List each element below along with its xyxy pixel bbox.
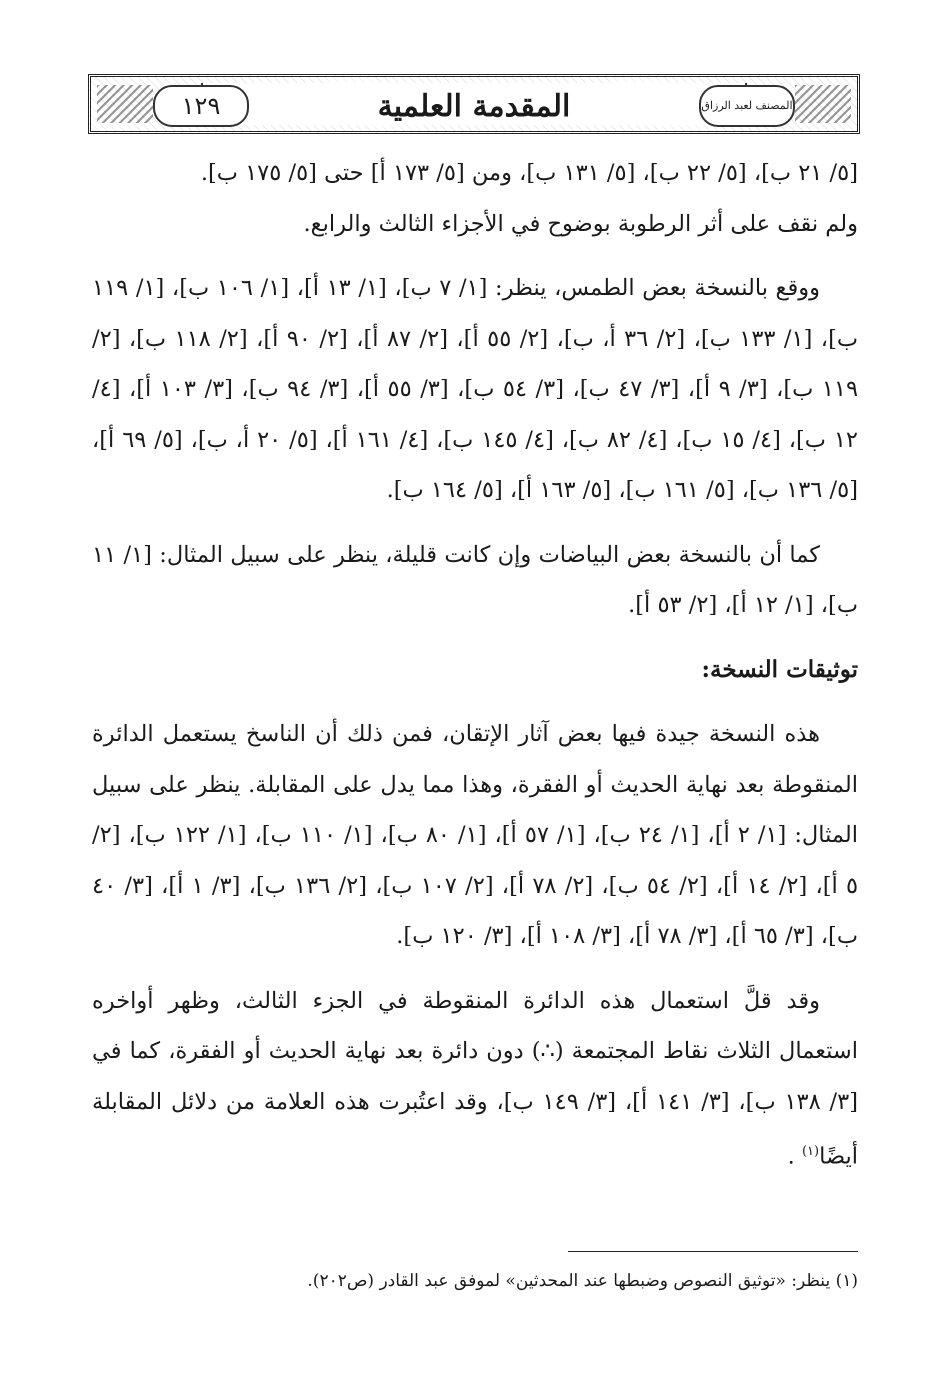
book-seal-logo <box>699 85 795 127</box>
paragraph-4: هذه النسخة جيدة فيها بعض آثار الإتقان، فمن ذلك أن الناسخ يستعمل الدائرة المنقوطة بعد نهاية الحديث أو الفقرة، وهذا مما يدل على المقابلة. ينظر على سبيل المثال: [١/ ٢ أ]، [١/ ٢٤ ب]، [١/ ٥٧ أ]، [١/ ٨٠ ب]، [١/ ١١٠ ب]، [١/ ١٢٢ ب]، [٢/ ٥ أ]، [٢/ ١٤ أ]، [٢/ ٥٤ ب]، [٢/ ٧٨ أ]، [٢/ ١٠٧ ب]، [٢/ ١٣٦ ب]، [٣/ ١ أ]، [٣/ ٤٠ ب]، [٣/ ٦٥ أ]، [٣/ ٧٨ أ]، [٣/ ١٠٨ أ]، [٣/ ١٢٠ ب]. <box>92 721 859 949</box>
paragraph-5-text: وقد قلَّ استعمال هذه الدائرة المنقوطة في الجزء الثالث، وظهر أواخره استعمال الثلاث نقاط المجتمعة (∴) دون دائرة بعد نهاية الحديث أو الفقرة، كما في [٣/ ١٣٨ ب]، [٣/ ١٤١ أ]، [٣/ ١٤٩ ب]، وقد اعتُبرت هذه العلامة من دلائل المقابلة أيضًا <box>92 987 858 1170</box>
footnote-divider <box>568 1251 858 1252</box>
paragraph-1-line-1: [٥/ ٢١ ب]، [٥/ ٢٢ ب]، [٥/ ١٣١ ب]، ومن [٥/ ١٧٣ أ] حتى [٥/ ١٧٥ ب]. <box>200 160 858 186</box>
paragraph-2: ووقع بالنسخة بعض الطمس، ينظر: [١/ ٧ ب]، [١/ ١٣ أ]، [١/ ١٠٦ ب]، [١/ ١١٩ ب]، [١/ ١٣٣ ب]، [٢/ ٣٦ أ، ب]، [٢/ ٥٥ أ]، [٢/ ٨٧ أ]، [٢/ ٩٠ أ]، [٢/ ١١٨ ب]، [٢/ ١١٩ ب]، [٣/ ٩ أ]، [٣/ ٤٧ ب]، [٣/ ٥٤ ب]، [٣/ ٥٥ أ]، [٣/ ٩٤ ب]، [٣/ ١٠٣ أ]، [٤/ ١٢ ب]، [٤/ ١٥ ب]، [٤/ ٨٢ ب]، [٤/ ١٤٥ ب]، [٤/ ١٦١ أ]، [٥/ ٢٠ أ، ب]، [٥/ ٦٩ أ]، [٥/ ١٣٦ ب]، [٥/ ١٦١ ب]، [٥/ ١٦٣ أ]، [٥/ ١٦٤ ب]. <box>92 275 859 503</box>
footnote: (١) ينظر: «توثيق النصوص وضبطها عند المحدثين» لموفق عبد القادر (ص٢٠٢). <box>307 1271 858 1291</box>
footnote-reference: (١) <box>801 1144 820 1159</box>
paragraph-5-end: . <box>787 1143 795 1170</box>
ornament-left-outer <box>97 85 153 123</box>
page-number: ١٢٩ <box>153 85 249 127</box>
ornament-right-outer <box>795 85 851 123</box>
page-header <box>88 74 860 134</box>
running-title: المقدمة العلمية <box>377 89 571 124</box>
paragraph-1-line-2: ولم نقف على أثر الرطوبة بوضوح في الأجزاء الثالث والرابع. <box>303 210 858 237</box>
title-panel <box>201 83 747 125</box>
paragraph-3: كما أن بالنسخة بعض البياضات وإن كانت قليلة، ينظر على سبيل المثال: [١/ ١١ ب]، [١/ ١٢ أ]، [٢/ ٥٣ أ]. <box>92 541 858 618</box>
main-text <box>92 148 858 1182</box>
seal-text: المصنف لعبد الرزاق <box>701 99 793 112</box>
section-heading: توثيقات النسخة: <box>701 655 858 683</box>
paragraph-5 <box>92 976 858 1183</box>
